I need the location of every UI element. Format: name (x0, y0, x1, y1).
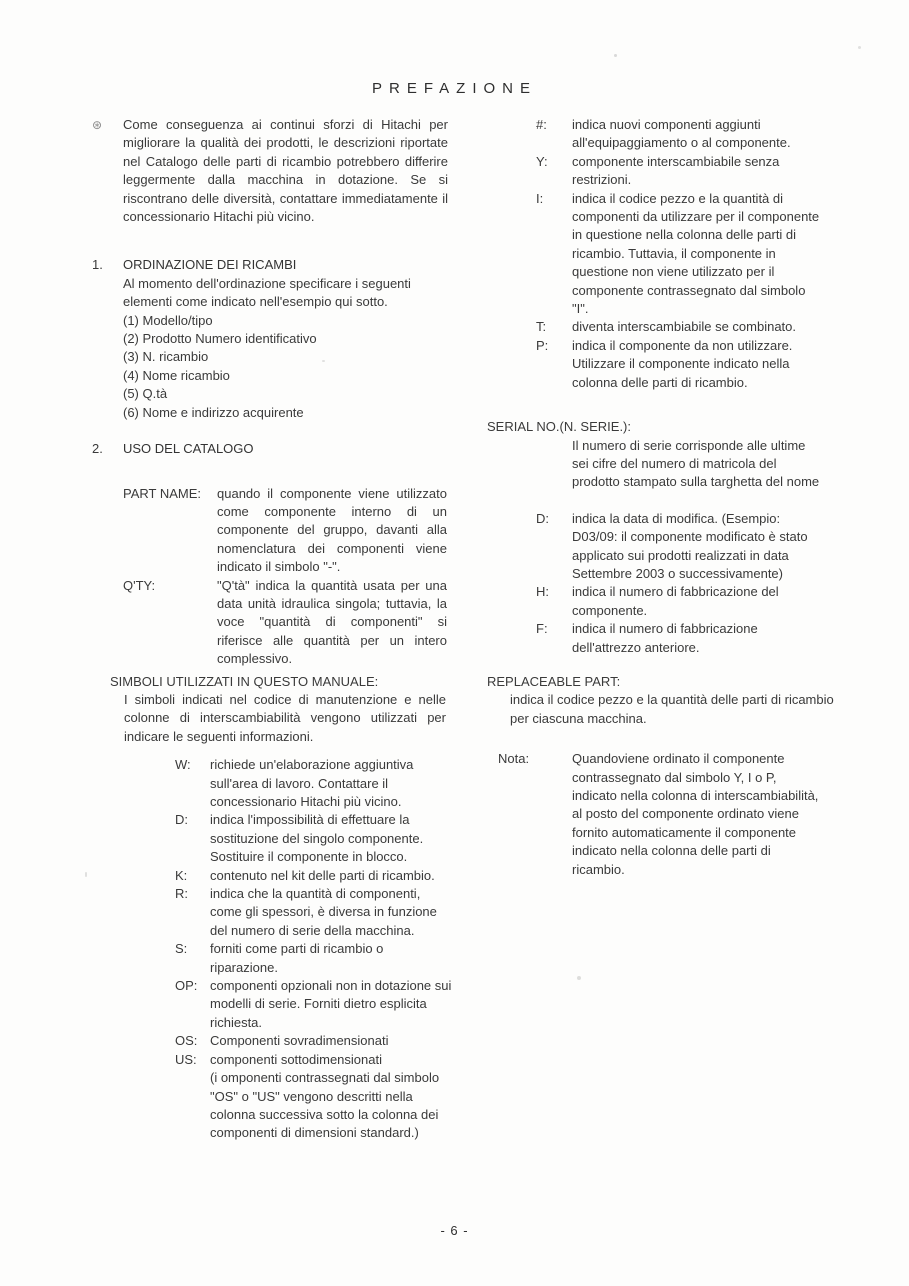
symbol-text: contenuto nel kit delle parti di ricambio. (210, 867, 435, 883)
right-column (487, 116, 859, 879)
symbol-key: D: (175, 812, 188, 828)
intro-paragraph (92, 116, 452, 226)
section-ordinazione (92, 256, 452, 422)
symbol-key: F: (536, 621, 548, 637)
symbol-key: #: (536, 117, 547, 132)
symbol-text: componente interscambiabile senza restrizioni. (572, 153, 780, 188)
symbol-text: componenti sottodimensionati (210, 1051, 382, 1067)
definition-text: "Q'tà" indica la quantità usata per una data unità idraulica singola; tuttavia, la voce "quantità di componenti" si riferisce alle quantità per un intero complessivo. (217, 577, 447, 667)
symbol-text: indica nuovi componenti aggiunti all'equipaggiamento o al componente. (572, 117, 791, 151)
symbol-row (175, 940, 452, 977)
list-item: (3) N. ricambio (123, 349, 209, 365)
symbol-row (175, 867, 452, 885)
definition-term: Q'TY: (123, 577, 156, 593)
symbol-note: (i omponenti contrassegnati dal simbolo "OS" o "US" vengono descritti nella colonna successiva sotto la colonna dei componenti di dimensioni standard.) (210, 1070, 440, 1141)
symbol-key: K: (175, 867, 188, 883)
symbol-key: OP: (175, 978, 198, 994)
page-title: PREFAZIONE (371, 80, 538, 97)
section-number: 1. (92, 257, 103, 273)
symbol-key: T: (536, 319, 547, 335)
symbol-text: diventa interscambiabile se combinato. (572, 319, 797, 335)
definition-term: PART NAME: (123, 485, 202, 501)
list-item: (2) Prodotto Numero identificativo (123, 331, 317, 347)
page-number: - 6 - (440, 1223, 469, 1238)
symbol-key: D: (536, 510, 549, 526)
symbol-row (175, 1051, 452, 1143)
replaceable-part-title: REPLACEABLE PART: (487, 673, 621, 689)
symbol-text: indica il numero di fabbricazione del componente. (572, 584, 779, 618)
section-number: 2. (92, 441, 103, 457)
intro-text: Come conseguenza ai continui sforzi di Hitachi per migliorare la qualità dei prodotti, le descrizioni riportate nel Catalogo delle parti di ricambio potrebbero differire leggermente dalla macchina in dotazione. Se si riscontrano delle diversità, contattare immediatamente il concessionario Hitachi più vicino. (123, 117, 448, 225)
symbol-row (536, 583, 859, 620)
serial-no-text: Il numero di serie corrisponde alle ultime sei cifre del numero di matricola del prodotto stampato sulla targhetta del nome (572, 437, 820, 490)
list-item: (1) Modello/tipo (123, 312, 213, 328)
definition-text: quando il componente viene utilizzato come componente interno di un componente del gruppo, davanti alla nomenclatura dei componenti viene indicato il simbolo "-". (217, 485, 447, 575)
symbol-text: indica la data di modifica. (Esempio: D03/09: il componente modificato è stato applicato sui prodotti realizzati in data Settembre 2003 o successivamente) (572, 510, 808, 581)
symbol-row (536, 153, 859, 190)
symbol-text: indica il numero di fabbricazione dell'attrezzo anteriore. (572, 621, 758, 655)
symbol-key: US: (175, 1051, 197, 1067)
symbol-row (175, 756, 452, 811)
replaceable-part-section (487, 673, 859, 728)
scan-speck (577, 976, 581, 980)
symbol-key: I: (536, 190, 544, 206)
symbol-text: componenti opzionali non in dotazione sui modelli di serie. Forniti dietro esplicita richiesta. (210, 978, 452, 1030)
serial-no-section (487, 418, 859, 492)
symbol-text: forniti come parti di ricambio o riparazione. (210, 941, 384, 975)
symbol-text: indica che la quantità di componenti, come gli spessori, è diversa in funzione del numero di serie della macchina. (210, 886, 437, 938)
note-text: Quandoviene ordinato il componente contrassegnato dal simbolo Y, I o P, indicato nella colonna di interscambiabilità, al posto del componente ordinato viene fornito automaticamente il componente indicato nella colonna delle parti di ricambio. (572, 751, 819, 877)
reference-mark-icon: ⊛ (92, 118, 103, 132)
symbol-row (175, 977, 452, 1032)
symbol-key: P: (536, 337, 549, 353)
symbol-row (536, 190, 859, 319)
replaceable-part-text: indica il codice pezzo e la quantità delle parti di ricambio per ciascuna macchina. (510, 692, 834, 726)
symbol-text: Componenti sovradimensionati (210, 1033, 389, 1049)
symbol-row (536, 510, 859, 584)
symbol-text: indica il codice pezzo e la quantità di componenti da utilizzare per il componente in questione nella colonna delle parti di ricambio. Tuttavia, il componente in questione non viene utilizzato per il componente contrassegnato dal simbolo "I". (572, 190, 820, 317)
left-column (92, 116, 452, 1143)
definition-row (123, 485, 452, 577)
symbol-key: H: (536, 584, 549, 600)
symbol-row (536, 337, 859, 392)
symbol-key: W: (175, 757, 191, 773)
symbol-row (175, 1032, 452, 1050)
definition-row (123, 577, 452, 669)
section-uso-del-catalogo (92, 440, 452, 668)
symbol-row (536, 620, 859, 657)
list-item: (6) Nome e indirizzo acquirente (123, 404, 304, 420)
section-title: ORDINAZIONE DEI RICAMBI (123, 257, 297, 273)
symbol-row (175, 811, 452, 866)
symbol-text: indica il componente da non utilizzare. Utilizzare il componente indicato nella colonna delle parti di ricambio. (572, 337, 793, 390)
symbol-row (536, 116, 859, 153)
symbol-key: R: (175, 886, 188, 902)
note-label: Nota: (498, 751, 530, 767)
list-item: (4) Nome ricambio (123, 367, 230, 383)
scan-speck (614, 54, 617, 57)
symbol-row (175, 885, 452, 940)
serial-no-title: SERIAL NO.(N. SERIE.): (487, 419, 631, 435)
note-section (487, 750, 859, 879)
list-item: (5) Q.tà (123, 386, 168, 402)
symbols-section (92, 673, 452, 1143)
scan-speck (85, 872, 87, 877)
symbol-key: Y: (536, 153, 548, 169)
symbols-title: SIMBOLI UTILIZZATI IN QUESTO MANUALE: (110, 673, 379, 689)
section-body: Al momento dell'ordinazione specificare i seguenti elementi come indicato nell'esempio qui sotto. (123, 275, 411, 310)
scan-speck (322, 360, 325, 362)
scan-speck (858, 46, 861, 49)
symbol-text: indica l'impossibilità di effettuare la sostituzione del singolo componente. Sostituire il componente in blocco. (210, 812, 424, 865)
symbol-text: richiede un'elaborazione aggiuntiva sull'area di lavoro. Contattare il concessionario Hitachi più vicino. (210, 757, 414, 809)
section-title: USO DEL CATALOGO (123, 441, 254, 457)
symbol-key: S: (175, 941, 188, 957)
symbols-intro: I simboli indicati nel codice di manutenzione e nelle colonne di interscambiabilità vengono utilizzati per indicare le seguenti informazioni. (124, 691, 446, 744)
symbol-key: OS: (175, 1033, 198, 1049)
symbol-row (536, 318, 859, 336)
